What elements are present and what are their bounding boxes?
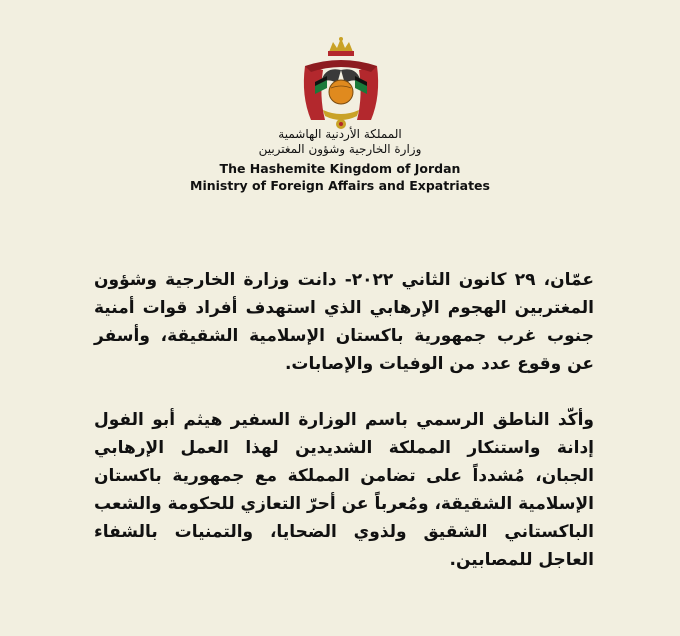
- kingdom-name-arabic: المملكة الأردنية الهاشمية: [278, 127, 402, 141]
- ministry-name-arabic: وزارة الخارجية وشؤون المغتربين: [258, 142, 422, 156]
- statement-body: [94, 266, 594, 574]
- kingdom-name-english: The Hashemite Kingdom of Jordan: [219, 161, 461, 176]
- letterhead: [0, 127, 680, 194]
- paragraph-2: وأكّد الناطق الرسمي باسم الوزارة السفير هيثم أبو الفول إدانة واستنكار المملكة الشديدين لهذا العمل الإرهابي الجبان، مُشدداً على تضامن المملكة مع جمهورية باكستان الإسلامية الشقيقة، ومُعرباً عن أحرّ التعازي للحكومة والشعب الباكستاني الشقيق ولذوي الضحايا، والتمنيات بالشفاء العاجل للمصابين.: [94, 410, 594, 570]
- jordan-coat-of-arms-icon: [291, 36, 391, 132]
- ministry-name-english: Ministry of Foreign Affairs and Expatriates: [190, 178, 490, 193]
- paragraph-1: عمّان، ٢٩ كانون الثاني ٢٠٢٢- دانت وزارة الخارجية وشؤون المغتربين الهجوم الإرهابي الذي استهدف أفراد قوات أمنية جنوب غرب جمهورية باكستان الإسلامية الشقيقة، وأسفر عن وقوع عدد من الوفيات والإصابات.: [94, 270, 595, 374]
